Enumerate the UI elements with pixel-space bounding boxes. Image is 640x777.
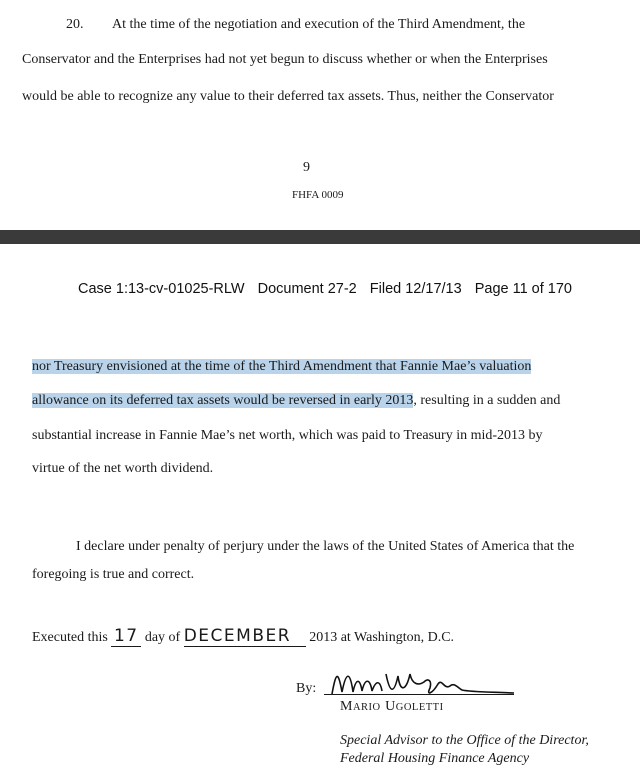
paragraph-number: 20. (66, 17, 84, 32)
by-label: By: (296, 681, 317, 696)
ecf-header (78, 281, 581, 297)
document-number: Document 27-2 (257, 281, 357, 297)
page-number: 9 (303, 160, 310, 175)
paragraph-line: virtue of the net worth dividend. (32, 461, 214, 476)
executed-prefix: Executed this (32, 630, 108, 645)
paragraph-line: At the time of the negotiation and execution of the Third Amendment, the (112, 17, 526, 32)
paragraph-line (32, 393, 560, 409)
paragraph-text: , resulting in a sudden and (413, 393, 561, 408)
signer-title: Special Advisor to the Office of the Director, (340, 733, 589, 748)
paragraph-line: Conservator and the Enterprises had not yet begun to discuss whether or when the Enterprises (22, 52, 548, 67)
paragraph-line: substantial increase in Fannie Mae’s net worth, which was paid to Treasury in mid-2013 by (32, 428, 543, 443)
case-number: Case 1:13-cv-01025-RLW (78, 281, 245, 297)
handwritten-month: DECEMBER (184, 626, 306, 647)
paragraph-line: would be able to recognize any value to their deferred tax assets. Thus, neither the Conservator (22, 89, 554, 104)
handwritten-day: 17 (111, 626, 141, 647)
executed-suffix: 2013 at Washington, D.C. (309, 630, 455, 645)
bates-number: FHFA 0009 (292, 189, 344, 201)
signer-agency: Federal Housing Finance Agency (340, 751, 530, 766)
highlighted-text: nor Treasury envisioned at the time of the Third Amendment that Fannie Mae’s valuation (32, 359, 532, 374)
executed-line (32, 626, 454, 647)
highlighted-text: allowance on its deferred tax assets would be reversed in early 2013 (32, 393, 414, 408)
signature-line (324, 694, 514, 695)
declaration-line: I declare under penalty of perjury under the laws of the United States of America that the (76, 539, 575, 554)
executed-middle: day of (144, 630, 181, 645)
previous-page-fragment (0, 0, 640, 230)
page-divider (0, 230, 640, 244)
signer-name: MARIO UGOLETTI (340, 699, 444, 714)
paragraph-line (32, 359, 531, 375)
filed-date: Filed 12/17/13 (369, 281, 462, 297)
declaration-line: foregoing is true and correct. (32, 567, 195, 582)
page-info: Page 11 of 170 (474, 281, 572, 297)
